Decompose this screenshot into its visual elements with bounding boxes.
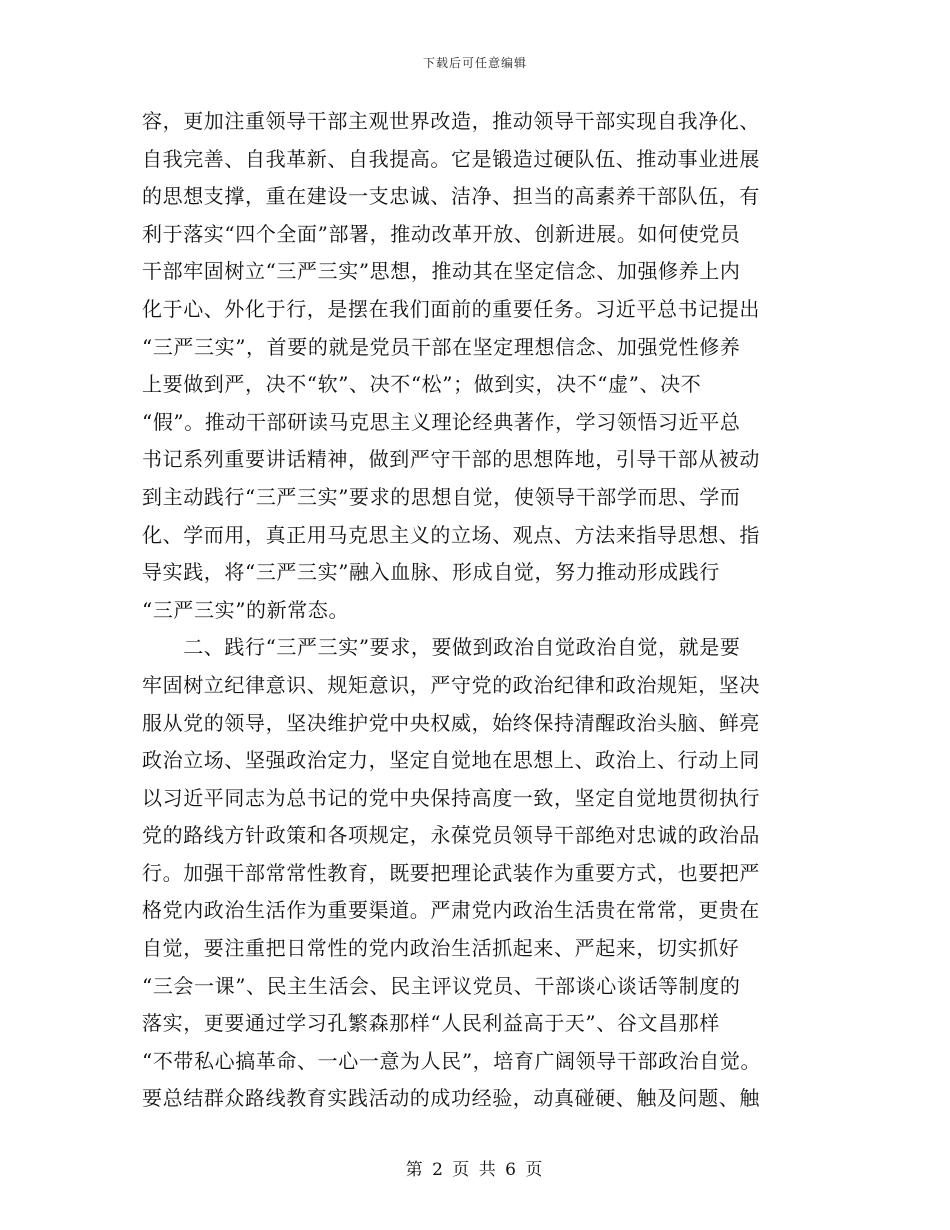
text-line: “三会一课”、民主生活会、民主评议党员、干部谈心谈话等制度的 <box>142 973 741 998</box>
text-line: 二、践行“三严三实”要求，要做到政治自觉政治自觉，就是要 <box>142 635 741 660</box>
text-line: 政治立场、坚强政治定力，坚定自觉地在思想上、政治上、行动上同 <box>142 748 760 773</box>
text-line: 格党内政治生活作为重要渠道。严肃党内政治生活贵在常常，更贵在 <box>142 898 760 923</box>
text-line: 上要做到严，决不“软”、决不“松”；做到实，决不“虚”、决不 <box>142 372 702 397</box>
text-line: “假”。推动干部研读马克思主义理论经典著作，学习领悟习近平总 <box>142 409 741 434</box>
text-line: 到主动践行“三严三实”要求的思想自觉，使领导干部学而思、学而 <box>142 484 741 509</box>
text-line: 化于心、外化于行，是摆在我们面前的重要任务。习近平总书记提出 <box>142 296 760 321</box>
text-line: 容，更加注重领导干部主观世界改造，推动领导干部实现自我净化、 <box>142 109 760 133</box>
text-line: “不带私心搞革命、一心一意为人民”，培育广阔领导干部政治自觉。 <box>142 1048 762 1073</box>
document-body <box>142 103 812 1118</box>
text-line: 的思想支撑，重在建设一支忠诚、洁净、担当的高素养干部队伍，有 <box>142 184 760 209</box>
text-line: 牢固树立纪律意识、规矩意识，严守党的政治纪律和政治规矩，坚决 <box>142 672 760 697</box>
text-line: 自我完善、自我革新、自我提高。它是锻造过硬队伍、推动事业进展 <box>142 146 760 171</box>
text-line: 自觉，要注重把日常性的党内政治生活抓起来、严起来，切实抓好 <box>142 936 740 961</box>
text-line: 以习近平同志为总书记的党中央保持高度一致，坚定自觉地贯彻执行 <box>142 785 760 810</box>
text-line: 落实，更要通过学习孔繁森那样“人民利益高于天”、谷文昌那样 <box>142 1011 720 1036</box>
text-line: 利于落实“四个全面”部署，推动改革开放、创新进展。如何使党员 <box>142 221 741 246</box>
text-line: 书记系列重要讲话精神，做到严守干部的思想阵地，引导干部从被动 <box>142 447 760 472</box>
text-line: 党的路线方针政策和各项规定，永葆党员领导干部绝对忠诚的政治品 <box>142 823 760 848</box>
page-footer: 第 2 页 共 6 页 <box>405 1160 545 1180</box>
text-line: 干部牢固树立“三严三实”思想，推动其在坚定信念、加强修养上内 <box>142 259 741 284</box>
header-note: 下载后可任意编辑 <box>422 56 527 70</box>
text-line: “三严三实”，首要的就是党员干部在坚定理想信念、加强党性修养 <box>142 334 741 359</box>
text-line: 要总结群众路线教育实践活动的成功经验，动真碰硬、触及问题、触 <box>142 1086 760 1111</box>
text-line: 服从党的领导，坚决维护党中央权威，始终保持清醒政治头脑、鲜亮 <box>142 710 760 735</box>
text-line: 导实践，将“三严三实”融入血脉、形成自觉，努力推动形成践行 <box>142 560 720 585</box>
text-line: “三严三实”的新常态。 <box>142 597 350 622</box>
text-line: 行。加强干部常常性教育，既要把理论武装作为重要方式，也要把严 <box>142 860 760 885</box>
text-line: 化、学而用，真正用马克思主义的立场、观点、方法来指导思想、指 <box>142 522 760 547</box>
